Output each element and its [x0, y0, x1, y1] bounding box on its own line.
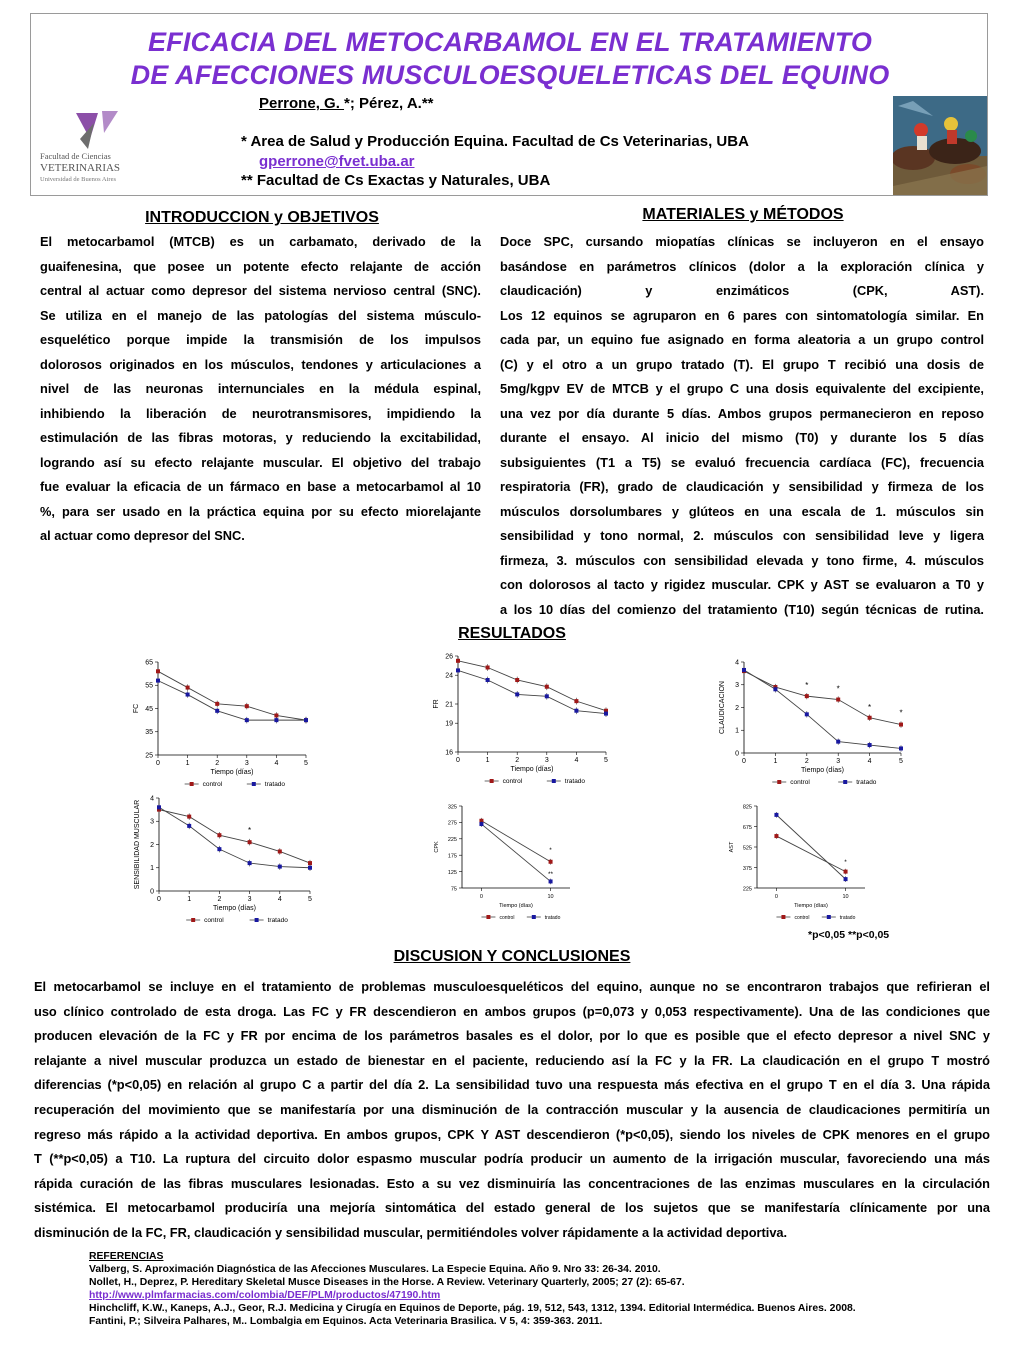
text-line: 5mg/kgpv EV de MTCB y el grupo C una dosis equivalente del excipiente,	[500, 381, 984, 396]
y-tick-label: 675	[742, 824, 752, 831]
ast-chart	[725, 798, 895, 924]
data-point-tratado	[479, 822, 483, 826]
logo-line-3: Universidad de Buenos Aires	[40, 176, 117, 183]
text-line: logrando así su efecto relajante muscular. El objetivo del trabajo	[40, 454, 481, 470]
legend-label: tratado	[264, 781, 286, 788]
x-axis-label: Tiempo (días)	[794, 903, 828, 909]
data-point-control	[899, 723, 903, 727]
text-line: al actuar como depresor del SNC.	[40, 528, 245, 543]
y-tick-label: 26	[445, 653, 453, 661]
data-point-control	[486, 666, 490, 670]
significance-note: *p<0,05 **p<0,05	[808, 929, 890, 941]
y-tick-label: 825	[742, 804, 752, 811]
data-point-tratado	[899, 746, 903, 750]
x-axis-label: Tiempo (días)	[510, 766, 554, 773]
legend-swatch	[532, 915, 536, 919]
claudicacion-chart	[719, 655, 925, 789]
text-line: T (**p<0,05) a T10. La ruptura del circuito dolor espasmo muscular podría producir un aumento de la irrigación muscular, favoreciendo una más	[34, 1151, 990, 1167]
data-point-control	[836, 698, 840, 702]
intro-heading: INTRODUCCION y OBJETIVOS	[145, 209, 379, 226]
text-line: cada par, un equino fue asignado en forma aleatoria a un grupo control	[500, 332, 984, 347]
text-line: estimulación de las fibras motoras, y reduciendo la excitabilidad,	[40, 430, 481, 445]
data-point-tratado	[278, 865, 282, 869]
y-tick-label: 21	[445, 701, 453, 709]
significance-mark: *	[868, 702, 872, 712]
text-line: (C) y el otro a un grupo tratado (T). El grupo T recibió una dosis de	[500, 356, 984, 372]
y-tick-label: 0	[735, 750, 739, 758]
y-tick-label: 375	[742, 865, 752, 872]
legend-swatch	[552, 779, 556, 783]
text-line: Se utiliza en el manejo de las patologías del sistema músculo-	[40, 307, 481, 323]
x-tick-label: 0	[479, 894, 483, 900]
data-point-tratado	[157, 805, 161, 809]
text-line: %, para ser usado en la práctica equina por su efecto miorelajante	[40, 503, 481, 519]
legend-swatch	[827, 915, 831, 919]
y-tick-label: 325	[447, 804, 457, 811]
authors	[259, 95, 434, 112]
y-axis-label: CLAUDICACION	[719, 681, 726, 734]
discussion-text	[34, 975, 990, 1246]
intro-text	[40, 230, 481, 549]
fc-chart	[130, 655, 330, 789]
x-tick-label: 4	[867, 758, 872, 765]
data-point-tratado	[304, 718, 308, 722]
text-line: nivel de las neuronas internunciales en la médula espinal,	[40, 381, 481, 396]
text-line: central al actuar como depresor del sistema nervioso central (SNC).	[40, 283, 481, 298]
y-tick-label: 175	[447, 853, 457, 860]
x-tick-label: 4	[574, 757, 579, 764]
poster-title-line-1: EFICACIA DEL METOCARBAMOL EN EL TRATAMIENTO	[147, 27, 873, 57]
x-tick-label: 0	[456, 757, 460, 764]
series-line-control	[159, 810, 310, 863]
data-point-control	[515, 678, 519, 682]
series-line-control	[776, 836, 845, 872]
y-tick-label: 0	[150, 888, 154, 896]
x-tick-label: 2	[215, 760, 220, 767]
x-tick-label: 4	[277, 896, 282, 903]
x-tick-label: 1	[185, 760, 190, 767]
series-line-tratado	[744, 670, 901, 748]
x-tick-label: 1	[187, 896, 192, 903]
text-line: basándose en parámetros clínicos (dolor a la exploración clínica y	[500, 258, 984, 274]
text-line: sistémica. El metocarbamol produciría una mejoría sintomática del estado general de los sujetos que se manifestaría clínicamente por una	[34, 1200, 990, 1216]
data-point-tratado	[604, 712, 608, 716]
y-tick-label: 225	[447, 837, 457, 844]
data-point-tratado	[156, 679, 160, 683]
data-point-tratado	[217, 847, 221, 851]
data-point-control	[215, 702, 219, 706]
affiliation-1: * Area de Salud y Producción Equina. Facultad de Cs Veterinarias, UBA	[241, 133, 749, 150]
data-point-tratado	[774, 813, 778, 817]
legend-swatch	[490, 779, 494, 783]
reference-1: Valberg, S. Aproximación Diagnóstica de las Afecciones Musculares. La Especie Equina. Año 9. Nro 33: 26-34. 2010.	[89, 1264, 661, 1275]
data-point-control	[456, 659, 460, 663]
y-tick-label: 55	[145, 682, 153, 690]
y-tick-label: 4	[735, 659, 739, 667]
significance-mark: *	[549, 846, 552, 854]
y-tick-label: 275	[447, 820, 457, 827]
data-point-tratado	[836, 740, 840, 744]
data-point-control	[549, 860, 553, 864]
data-point-control	[844, 870, 848, 874]
data-point-tratado	[248, 861, 252, 865]
text-line: con dolorosos al tacto y rigidez muscular. CPK y AST se evaluaron a T0 y	[500, 577, 984, 592]
data-point-control	[187, 815, 191, 819]
legend-swatch	[191, 918, 195, 922]
y-tick-label: 25	[145, 752, 153, 760]
y-axis-label: AST	[729, 841, 735, 853]
logo-light-purple-shape	[102, 111, 118, 133]
text-line: relajante a nivel muscular produzca un estado de bienestar en el paciente, reduciendo así la FC y la FR. La claudicación en el grupo T mostró	[34, 1052, 990, 1068]
legend-swatch	[252, 782, 256, 786]
text-line: inhibiendo la liberación de neurotransmisores, impidiendo la	[40, 405, 481, 421]
x-tick-label: 3	[544, 757, 549, 764]
x-tick-label: 2	[804, 758, 809, 765]
data-point-tratado	[215, 709, 219, 713]
data-point-control	[186, 686, 190, 690]
faculty-logo	[38, 109, 148, 187]
data-point-tratado	[844, 877, 848, 881]
text-line: disminución de la FC, FR, claudicación y sensibilidad muscular, permitiéndoles volver rápidamente a la actividad deportiva.	[34, 1224, 788, 1240]
legend-swatch	[781, 915, 785, 919]
data-point-control	[248, 840, 252, 844]
data-point-control	[574, 699, 578, 703]
data-point-tratado	[773, 687, 777, 691]
y-tick-label: 1	[735, 727, 739, 735]
series-line-control	[158, 671, 306, 720]
authors-rest: *; Pérez, A.**	[344, 95, 434, 112]
y-axis-label: FR	[433, 699, 440, 709]
data-point-control	[545, 685, 549, 689]
text-line: sensibilidad y tono normal, 2. músculos con sensibilidad leve y ligera	[500, 528, 984, 543]
text-line: El metocarbamol (MTCB) es un carbamato, derivado de la	[40, 234, 481, 249]
legend-label: tratado	[564, 778, 586, 785]
legend-label: control	[204, 917, 224, 924]
y-tick-label: 45	[145, 705, 153, 713]
x-tick-label: 3	[244, 760, 249, 767]
x-tick-label: 10	[842, 894, 849, 900]
x-tick-label: 0	[156, 760, 160, 767]
methods-text	[500, 230, 984, 622]
x-tick-label: 0	[774, 894, 778, 900]
x-tick-label: 2	[217, 896, 222, 903]
legend-label: control	[499, 915, 515, 921]
horse-race-painting	[893, 96, 987, 195]
legend-label: tratado	[839, 915, 856, 921]
y-tick-label: 225	[742, 886, 752, 893]
data-point-tratado	[574, 709, 578, 713]
data-point-tratado	[515, 692, 519, 696]
text-line: a los 10 días del comienzo del tratamiento (T10) según técnicas de rutina.	[500, 601, 984, 617]
legend-label: control	[502, 778, 523, 785]
sensibilidad-muscular-chart	[135, 792, 335, 928]
x-axis-label: Tiempo (días)	[213, 905, 256, 912]
y-tick-label: 2	[735, 704, 739, 712]
references-heading: REFERENCIAS	[89, 1251, 164, 1262]
legend-label: tratado	[267, 917, 288, 924]
reference-4: Fantini, P.; Silveira Palhares, M.. Lombalgia em Equinos. Acta Veterinaria Brasilica. V 5, 4: 359-363. 2011.	[89, 1316, 603, 1327]
text-line: claudicación) y enzimáticos (CPK, AST).	[500, 283, 984, 298]
x-tick-label: 0	[157, 896, 161, 903]
text-line: músculos dorsolumbares y glúteos en una escala de 1. músculos sin	[500, 503, 984, 519]
text-line: guaifenesina, que posee un potente efecto relajante de acción	[40, 258, 481, 274]
y-tick-label: 3	[150, 818, 154, 826]
y-tick-label: 525	[742, 845, 752, 852]
series-line-tratado	[158, 681, 306, 721]
x-tick-label: 2	[515, 757, 520, 764]
significance-mark: *	[248, 825, 252, 835]
text-line: El metocarbamol se incluye en el tratamiento de problemas musculoesqueléticos del equino, aunque no se encontraron trabajos que refirieran el	[34, 979, 990, 994]
legend-swatch	[190, 782, 194, 786]
legend-label: tratado	[544, 915, 561, 921]
data-point-control	[774, 834, 778, 838]
references	[89, 1250, 856, 1328]
x-tick-label: 5	[308, 896, 312, 903]
x-tick-label: 1	[485, 757, 490, 764]
data-point-tratado	[868, 743, 872, 747]
x-axis-label: Tiempo (días)	[801, 767, 844, 774]
data-point-tratado	[545, 694, 549, 698]
legend-label: control	[794, 915, 810, 921]
x-tick-label: 5	[604, 757, 608, 764]
text-line: firmeza, 3. músculos con sensibilidad elevada y tono firme, 4. músculos	[500, 552, 984, 568]
y-tick-label: 24	[445, 672, 453, 680]
series-line-tratado	[159, 807, 310, 867]
data-point-tratado	[245, 718, 249, 722]
y-tick-label: 35	[145, 729, 153, 737]
series-line-tratado	[776, 815, 845, 879]
text-line: esquelético porque impide la transmisión de los impulsos	[40, 332, 481, 347]
series-line-tratado	[481, 824, 550, 881]
significance-mark: *	[836, 684, 840, 694]
y-tick-label: 1	[150, 865, 154, 873]
legend-label: control	[790, 779, 810, 786]
x-tick-label: 0	[742, 758, 746, 765]
reference-2: Nollet, H., Deprez, P. Hereditary Skeletal Musce Diseases in the Horse. A Review. Veterinary Quarterly, 2005; 27 (2): 65-67.	[89, 1277, 685, 1288]
x-tick-label: 3	[247, 896, 252, 903]
significance-mark: *	[844, 859, 847, 867]
logo-line-1: Facultad de Ciencias	[40, 151, 111, 161]
text-line: respiratoria (FR), grado de claudicación y sensibilidad y firmeza de los	[500, 479, 984, 494]
text-line: subsiguientes (T1 a T5) se evaluó frecuencia cardíaca (FC), frecuencia	[500, 454, 984, 470]
text-line: rápida curación de las fibras musculares lesionadas. Esto a su vez disminuiría las concentraciones de las enzimas musculares en la circulación	[34, 1175, 990, 1191]
author-perrone: Perrone, G.	[259, 95, 345, 112]
series-line-control	[481, 821, 550, 862]
x-tick-label: 1	[773, 758, 778, 765]
reference-link[interactable]: http://www.plmfarmacias.com/colombia/DEF/PLM/productos/47190.htm	[89, 1290, 441, 1301]
data-point-control	[868, 716, 872, 720]
text-line: regreso más rápido a la actividad deportiva. En ambos grupos, CPK Y AST descendieron (*p<0,05), siendo los niveles de CPK menores en el grupo	[34, 1126, 990, 1142]
email-link[interactable]: gperrone@fvet.uba.ar	[259, 153, 415, 170]
data-point-tratado	[805, 712, 809, 716]
legend-swatch	[843, 780, 847, 784]
y-tick-label: 2	[150, 841, 154, 849]
cpk-chart	[430, 798, 600, 924]
data-point-tratado	[187, 824, 191, 828]
y-axis-label: CPK	[434, 841, 440, 853]
y-axis-label: FC	[133, 703, 140, 714]
legend-label: control	[202, 781, 223, 788]
significance-mark: *	[805, 681, 809, 691]
x-tick-label: 5	[899, 758, 903, 765]
text-line: diferencias (*p<0,05) en relación al grupo C a partir del día 2. La sensibilidad tuvo una respuesta más efectiva en el grupo T en el día 3. Una rápida	[34, 1077, 990, 1093]
x-tick-label: 10	[547, 894, 554, 900]
text-line: uso clínico controlado de esta droga. Las FC y FR descendieron en ambos grupos (p=0,073 y 0,053 respectivamente). Una de las condiciones que	[34, 1003, 990, 1019]
data-point-tratado	[274, 718, 278, 722]
data-point-tratado	[456, 668, 460, 672]
x-axis-label: Tiempo (días)	[210, 769, 254, 776]
text-line: Los 12 equinos se agruparon en 6 pares con sintomatología similar. En	[500, 307, 984, 323]
significance-mark: **	[548, 870, 554, 878]
data-point-control	[217, 833, 221, 837]
significance-mark: *	[899, 708, 903, 718]
data-point-tratado	[549, 879, 553, 883]
data-point-tratado	[186, 693, 190, 697]
text-line: dolorosos originados en los músculos, tendones y articulaciones a	[40, 356, 481, 372]
data-point-tratado	[486, 678, 490, 682]
y-tick-label: 75	[450, 886, 457, 893]
y-tick-label: 125	[447, 869, 457, 876]
text-line: Doce SPC, cursando miopatías clínicas se incluyeron en el ensayo	[500, 234, 984, 249]
x-tick-label: 4	[274, 760, 279, 767]
text-line: fue evaluar la eficacia de un fármaco en base a metocarbamol al 10	[40, 479, 481, 494]
series-line-tratado	[458, 670, 606, 713]
series-line-control	[458, 661, 606, 711]
y-tick-label: 4	[150, 795, 154, 803]
results-heading: RESULTADOS	[458, 625, 566, 642]
legend-swatch	[255, 918, 259, 922]
fr-chart	[428, 649, 628, 789]
discussion-heading: DISCUSION Y CONCLUSIONES	[393, 948, 631, 965]
x-tick-label: 5	[304, 760, 308, 767]
text-line: recuperación del movimiento que se manifestaría por una disminución de la contracción muscular y la ausencia de claudicaciones permitiría un	[34, 1101, 990, 1117]
y-tick-label: 19	[445, 720, 453, 728]
affiliation-2: ** Facultad de Cs Exactas y Naturales, UBA	[241, 172, 551, 189]
legend-label: tratado	[856, 779, 877, 786]
legend-swatch	[486, 915, 490, 919]
y-axis-label: SENSIBILIDAD MUSCULAR	[134, 799, 141, 890]
data-point-tratado	[308, 866, 312, 870]
x-tick-label: 3	[836, 758, 841, 765]
data-point-control	[805, 694, 809, 698]
data-point-control	[156, 669, 160, 673]
x-axis-label: Tiempo (días)	[499, 903, 533, 909]
y-tick-label: 3	[735, 682, 739, 690]
series-line-control	[744, 671, 901, 724]
text-line: una vez por día durante 5 días. Ambos grupos permanecieron en reposo	[500, 405, 984, 421]
text-line: durante el ensayo. Al inicio del mismo (T0) y durante los 5 días	[500, 430, 984, 445]
data-point-tratado	[742, 668, 746, 672]
poster-title-line-2: DE AFECCIONES MUSCULOESQUELETICAS DEL EQUINO	[130, 60, 890, 90]
logo-line-2: VETERINARIAS	[40, 162, 121, 174]
y-tick-label: 16	[445, 749, 453, 757]
methods-heading: MATERIALES y MÉTODOS	[642, 206, 844, 223]
data-point-control	[245, 704, 249, 708]
reference-3: Hinchcliff, K.W., Kaneps, A.J., Geor, R.J. Medicina y Cirugía en Equinos de Deporte, pág. 19, 512, 543, 1312, 1394. Editorial Intermédica. Buenos Aires. 2008.	[89, 1303, 856, 1314]
text-line: producen elevación de la FC y FR por encima de los parámetros basales es el dolor, por lo que es posible que el efecto depresor a nivel SNC y	[34, 1028, 990, 1044]
legend-swatch	[777, 780, 781, 784]
y-tick-label: 65	[145, 659, 153, 667]
data-point-control	[278, 849, 282, 853]
